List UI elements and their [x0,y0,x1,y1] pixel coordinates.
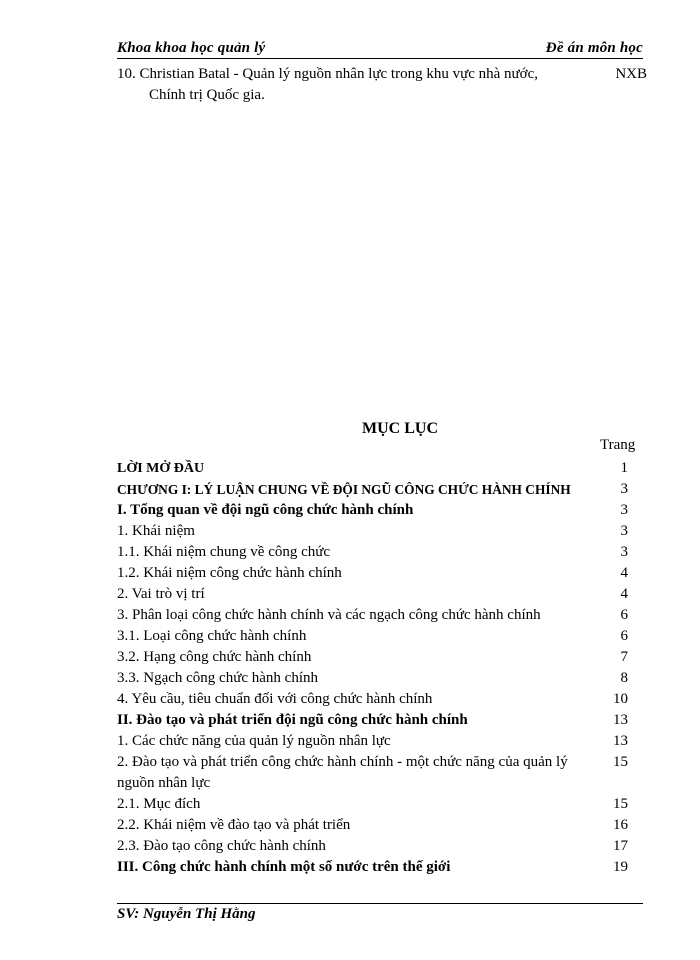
toc-entry-page: 17 [613,838,628,854]
toc-entry-text: 2. Đào tạo và phát triển công chức hành chính - một chức năng của quản lý nguồn nhân lực [117,754,568,791]
toc-page-label: Trang [600,437,636,453]
footer-author: SV: Nguyễn Thị Hằng [117,906,256,922]
toc-entry [117,479,642,500]
toc-entry [117,521,642,542]
toc-entry-text: 3.2. Hạng công chức hành chính [117,649,312,665]
toc-entry [117,689,642,710]
toc-entry-text: 2.3. Đào tạo công chức hành chính [117,838,326,854]
toc-entry-page: 6 [620,628,628,644]
reference-line-2: Chính trị Quốc gia. [149,87,265,103]
toc-entry-page: 3 [620,502,628,518]
toc-entry [117,731,642,752]
toc-entry-page: 7 [620,649,628,665]
toc-entry-page: 13 [613,733,628,749]
toc-entry-text: 3.1. Loại công chức hành chính [117,628,307,644]
toc-entry-text: II. Đào tạo và phát triển đội ngũ công chức hành chính [117,712,468,728]
toc-entry-text: III. Công chức hành chính một số nước trên thế giới [117,859,451,875]
toc-entry-page: 13 [613,712,628,728]
reference-publisher: NXB [615,66,647,82]
table-of-contents [117,458,642,878]
toc-entry-page: 3 [620,544,628,560]
reference-line-1 [117,64,647,85]
toc-entry [117,836,642,857]
toc-entry [117,584,642,605]
toc-entry-page: 6 [620,607,628,623]
toc-entry-page: 15 [613,796,628,812]
toc-entry [117,542,642,563]
reference-text: 10. Christian Batal - Quản lý nguồn nhân lực trong khu vực nhà nước, [117,66,538,82]
toc-entry-text: 2. Vai trò vị trí [117,586,205,602]
toc-entry [117,563,642,584]
toc-entry [117,752,642,794]
toc-entry [117,605,642,626]
footer-rule [117,903,643,904]
header-faculty: Khoa khoa học quản lý [117,40,266,56]
toc-entry-page: 3 [620,481,628,497]
toc-entry [117,626,642,647]
toc-entry-text: 1. Khái niệm [117,523,195,539]
toc-entry-page: 16 [613,817,628,833]
toc-entry-text: 2.1. Mục đích [117,796,201,812]
toc-entry [117,458,642,479]
reference-item [117,64,647,106]
toc-entry-text: 3. Phân loại công chức hành chính và các ngạch công chức hành chính [117,607,541,623]
toc-entry [117,710,642,731]
toc-entry-text: 1.1. Khái niệm chung về công chức [117,544,331,560]
toc-entry-page: 4 [620,586,628,602]
toc-entry-text: 3.3. Ngạch công chức hành chính [117,670,318,686]
toc-entry-page: 4 [620,565,628,581]
toc-entry-page: 8 [620,670,628,686]
toc-entry [117,857,642,878]
toc-entry [117,500,642,521]
toc-entry-page: 3 [620,523,628,539]
toc-entry [117,794,642,815]
toc-entry-text: 2.2. Khái niệm về đào tạo và phát triển [117,817,351,833]
toc-entry-page: 15 [613,754,628,770]
toc-entry-text: CHƯƠNG I: LÝ LUẬN CHUNG VỀ ĐỘI NGŨ CÔNG CHỨC HÀNH CHÍNH [117,482,571,497]
toc-entry-page: 1 [620,460,628,476]
toc-entry-text: 4. Yêu cầu, tiêu chuẩn đối với công chức hành chính [117,691,433,707]
toc-title: MỤC LỤC [362,420,438,437]
toc-entry [117,647,642,668]
toc-entry-text: I. Tổng quan về đội ngũ công chức hành chính [117,502,414,518]
toc-entry-text: 1. Các chức năng của quản lý nguồn nhân lực [117,733,391,749]
toc-entry-page: 19 [613,859,628,875]
toc-entry-text: LỜI MỞ ĐẦU [117,461,205,476]
toc-entry [117,668,642,689]
toc-entry [117,815,642,836]
toc-entry-page: 10 [613,691,628,707]
header-course: Đề án môn học [545,40,643,56]
header-rule [117,58,643,59]
toc-entry-text: 1.2. Khái niệm công chức hành chính [117,565,342,581]
